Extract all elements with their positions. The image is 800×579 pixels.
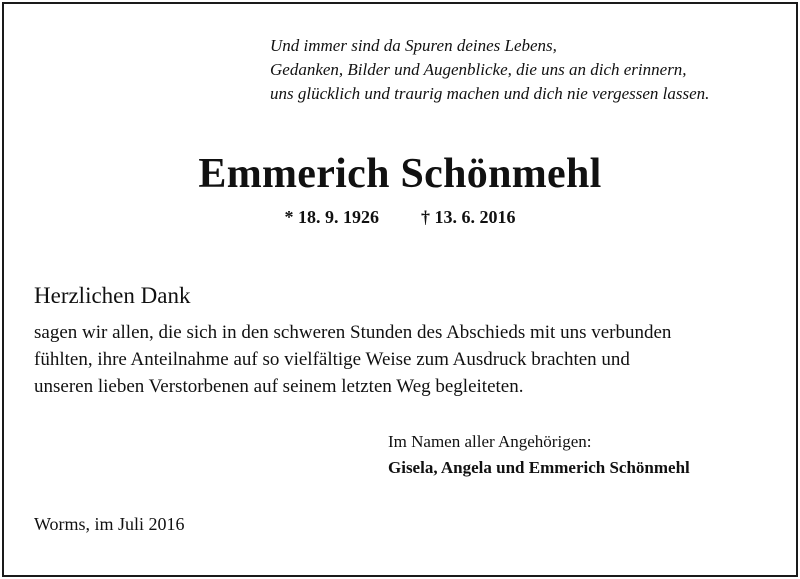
signature-block: [388, 429, 690, 481]
birth-date: * 18. 9. 1926: [284, 207, 379, 227]
place-and-date: Worms, im Juli 2016: [34, 514, 185, 534]
thanks-paragraph: [34, 319, 671, 400]
signature-names: Gisela, Angela und Emmerich Schönmehl: [388, 458, 690, 477]
paragraph-line: sagen wir allen, die sich in den schweren Stunden des Abschieds mit uns verbunden: [34, 322, 672, 343]
death-date: † 13. 6. 2016: [421, 207, 516, 227]
poem-line: uns glücklich und traurig machen und dich nie vergessen lassen.: [270, 84, 710, 103]
poem-line: Und immer sind da Spuren deines Lebens,: [270, 36, 557, 55]
memorial-poem: [270, 34, 709, 106]
poem-line: Gedanken, Bilder und Augenblicke, die uns an dich erinnern,: [270, 60, 687, 79]
paragraph-line: unseren lieben Verstorbenen auf seinem letzten Weg begleiteten.: [34, 376, 524, 397]
signature-intro: Im Namen aller Angehörigen:: [388, 432, 592, 451]
deceased-name: Emmerich Schönmehl: [198, 151, 602, 197]
thanks-heading: Herzlichen Dank: [34, 283, 191, 308]
paragraph-line: fühlten, ihre Anteilnahme auf so vielfältige Weise zum Ausdruck brachten und: [34, 349, 630, 370]
life-dates: [0, 205, 800, 229]
